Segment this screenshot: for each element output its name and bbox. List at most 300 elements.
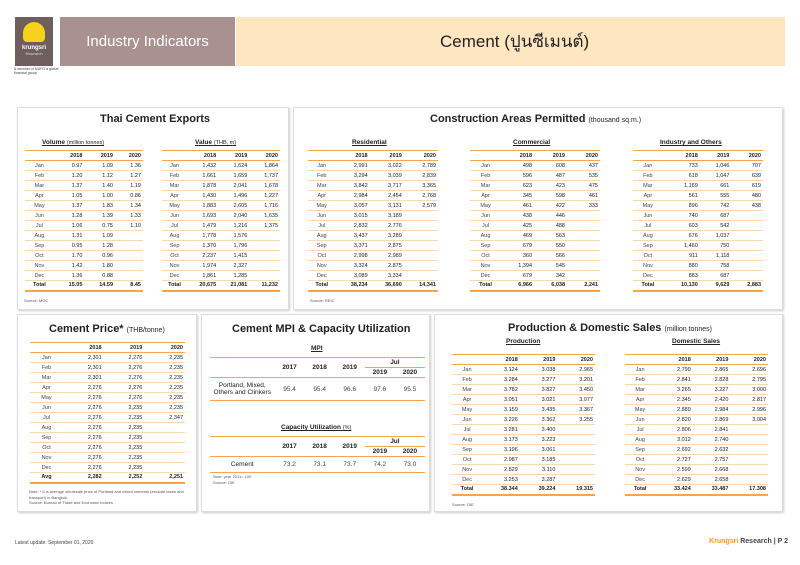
logo-name: krungsri (21, 45, 46, 51)
table-row (452, 465, 595, 475)
cell: 3.400 (520, 425, 558, 435)
krungsri-logo (15, 17, 53, 66)
month-label: Dec (633, 271, 663, 281)
month-label: Nov (625, 465, 655, 475)
cell: 3,324 (335, 261, 369, 271)
jul-year-header: 2019 (365, 368, 395, 378)
cell: 1,460 (663, 241, 700, 251)
cell: 1.20 (54, 171, 85, 181)
cell: 1,394 (501, 261, 534, 271)
cell: 542 (700, 221, 732, 231)
table-row (470, 161, 600, 171)
cell: 2.841 (655, 375, 693, 385)
total-row (452, 485, 595, 495)
table-row (633, 211, 763, 221)
cell: 3.077 (557, 395, 595, 405)
cell: 3,334 (370, 271, 404, 281)
last-updated: Latest update: September 01, 2020 (15, 540, 94, 546)
cell: 1,432 (187, 161, 218, 171)
table-row (25, 191, 143, 201)
table-row (633, 261, 763, 271)
column-header: 2018 (63, 343, 104, 353)
table-row (308, 231, 438, 241)
cell: 1,659 (218, 171, 249, 181)
total-cell: 38.344 (482, 485, 520, 495)
table-row (452, 445, 595, 455)
cell: 1.28 (84, 241, 115, 251)
cell: 1.40 (84, 181, 115, 191)
cell: 3.227 (693, 385, 731, 395)
table-row (452, 395, 595, 405)
cell: 758 (700, 261, 732, 271)
cell: 1.19 (115, 181, 143, 191)
table-row (162, 261, 280, 271)
cell: 73.0 (395, 457, 425, 473)
table-row (633, 231, 763, 241)
table-row (25, 161, 143, 171)
cell (567, 251, 600, 261)
cell: 619 (731, 181, 763, 191)
column-header: 2020 (730, 355, 768, 365)
cell (731, 271, 763, 281)
cell (404, 241, 438, 251)
total-cell: 39.224 (520, 485, 558, 495)
cell: 3.000 (730, 385, 768, 395)
value-label: Value (THB, m) (195, 139, 237, 146)
month-label: Jun (308, 211, 335, 221)
cell: 1,415 (218, 251, 249, 261)
month-label: Jun (470, 211, 501, 221)
total-cell: 11,232 (249, 281, 280, 291)
cell: 2,276 (63, 383, 104, 393)
cell: 3,289 (370, 231, 404, 241)
cell: 2,235 (104, 403, 145, 413)
total-cell: 2,251 (144, 473, 185, 483)
cell (730, 445, 768, 455)
month-label: Mar (625, 385, 655, 395)
cell (730, 425, 768, 435)
cell: 3,717 (370, 181, 404, 191)
cell: 2,235 (144, 363, 185, 373)
table-row (308, 261, 438, 271)
month-label: May (452, 405, 482, 415)
cell (115, 241, 143, 251)
cell: 1.09 (84, 231, 115, 241)
cell: 3.004 (730, 415, 768, 425)
month-label: Apr (162, 191, 187, 201)
cell: 2,276 (104, 353, 145, 363)
cell: 1,285 (218, 271, 249, 281)
month-label: Jun (633, 211, 663, 221)
table-row (162, 271, 280, 281)
month-label: Jul (452, 425, 482, 435)
table-row (625, 465, 768, 475)
cell: 2.817 (730, 395, 768, 405)
cell: 2.984 (693, 405, 731, 415)
table-row (625, 385, 768, 395)
cell (731, 251, 763, 261)
cell (731, 241, 763, 251)
month-label: Jun (25, 211, 54, 221)
cell (731, 231, 763, 241)
month-label: Jul (162, 221, 187, 231)
month-label: Sep (308, 241, 335, 251)
cell: 1.09 (84, 161, 115, 171)
cell: 1,635 (249, 211, 280, 221)
cell: 3.061 (520, 445, 558, 455)
total-cell: 2,241 (567, 281, 600, 291)
table-row (470, 171, 600, 181)
total-cell: 38,234 (335, 281, 369, 291)
cell: 3.201 (557, 375, 595, 385)
month-label: Jan (633, 161, 663, 171)
month-label: May (162, 201, 187, 211)
cell: 3,057 (335, 201, 369, 211)
column-header (470, 151, 501, 161)
table-row (30, 353, 185, 363)
year-header: 2019 (335, 358, 365, 378)
cell (144, 433, 185, 443)
cell: 1,693 (187, 211, 218, 221)
column-header: 2020 (557, 355, 595, 365)
month-label: Oct (162, 251, 187, 261)
table-row (162, 201, 280, 211)
cell: 74.2 (365, 457, 395, 473)
month-label: Jan (470, 161, 501, 171)
cell: 3,437 (335, 231, 369, 241)
cell: 3.159 (482, 405, 520, 415)
construction-title: Construction Areas Permitted (thousand sq.m.) (430, 113, 642, 125)
month-label: May (30, 393, 63, 403)
sales-label: Domestic Sales (672, 338, 721, 345)
cell: 1,737 (249, 171, 280, 181)
cell: 425 (501, 221, 534, 231)
cell: 2.740 (693, 435, 731, 445)
cell (567, 211, 600, 221)
cell (557, 435, 595, 445)
total-row (25, 281, 143, 291)
cell: 661 (700, 181, 732, 191)
cell: 2,040 (218, 211, 249, 221)
cell: 566 (534, 251, 567, 261)
column-header: 2019 (370, 151, 404, 161)
cell: 1,678 (249, 181, 280, 191)
total-cell: 36,690 (370, 281, 404, 291)
cell: 2,276 (104, 383, 145, 393)
table-row (633, 271, 763, 281)
cell: 1.83 (84, 201, 115, 211)
cell: 2.829 (482, 465, 520, 475)
month-label: Aug (162, 231, 187, 241)
column-header: 2019 (104, 343, 145, 353)
month-label: Nov (308, 261, 335, 271)
table-row (25, 211, 143, 221)
cell: 2.987 (482, 455, 520, 465)
logo-mark-icon (23, 22, 45, 42)
column-header: 2019 (218, 151, 249, 161)
month-label: Nov (470, 261, 501, 271)
header-row (30, 343, 185, 353)
cell: 2,235 (104, 433, 145, 443)
cell (144, 423, 185, 433)
month-label: Jul (470, 221, 501, 231)
cell: 2,276 (104, 363, 145, 373)
cell: 3,015 (335, 211, 369, 221)
header-row (625, 355, 768, 365)
month-label: Nov (633, 261, 663, 271)
cell: 676 (663, 231, 700, 241)
table-row (162, 191, 280, 201)
cell: 2,235 (104, 423, 145, 433)
column-header: 2018 (335, 151, 369, 161)
column-header: 2018 (482, 355, 520, 365)
column-header (625, 355, 655, 365)
cell: 733 (663, 161, 700, 171)
cell: 896 (663, 201, 700, 211)
month-label: Apr (30, 383, 63, 393)
cell: 3.362 (520, 415, 558, 425)
column-header: 2020 (404, 151, 438, 161)
table-row (633, 171, 763, 181)
cell: 1.12 (84, 171, 115, 181)
footer-brand: Krungsri Research | P 2 (709, 538, 788, 545)
cell: 2,839 (404, 171, 438, 181)
cell: 3,365 (404, 181, 438, 191)
cell (249, 231, 280, 241)
month-label: Feb (633, 171, 663, 181)
cell: 2,579 (404, 201, 438, 211)
month-label: Dec (162, 271, 187, 281)
cell: 3.021 (520, 395, 558, 405)
table-row (162, 241, 280, 251)
table-row (625, 455, 768, 465)
cell: 2,237 (187, 251, 218, 261)
cell: 2.692 (655, 445, 693, 455)
table-row (308, 161, 438, 171)
cell: 1,370 (187, 241, 218, 251)
cell: 2,347 (144, 413, 185, 423)
month-label: Feb (625, 375, 655, 385)
month-label: Oct (25, 251, 54, 261)
month-label: Aug (30, 423, 63, 433)
total-cell: 2,883 (731, 281, 763, 291)
commercial-table (470, 150, 600, 292)
column-header: 2018 (54, 151, 85, 161)
cell: 0.88 (84, 271, 115, 281)
cell: 3.284 (482, 375, 520, 385)
cell: 345 (501, 191, 534, 201)
cell: 2.799 (655, 365, 693, 375)
month-label: Jan (308, 161, 335, 171)
table-row (470, 181, 600, 191)
table-row (308, 181, 438, 191)
cell: 2,875 (370, 261, 404, 271)
cell: 2,235 (144, 353, 185, 363)
column-header (633, 151, 663, 161)
total-cell: Avg (30, 473, 63, 483)
total-cell: 6,966 (501, 281, 534, 291)
cell: 3.185 (520, 455, 558, 465)
table-row (162, 231, 280, 241)
total-cell: 21,081 (218, 281, 249, 291)
cell: 461 (501, 201, 534, 211)
cell: 911 (663, 251, 700, 261)
month-label: May (308, 201, 335, 211)
cell: 3.110 (520, 465, 558, 475)
cell: 1,864 (249, 161, 280, 171)
cell: 2.889 (655, 405, 693, 415)
cell: 2,327 (218, 261, 249, 271)
month-label: Apr (633, 191, 663, 201)
column-header (162, 151, 187, 161)
cell: 608 (534, 161, 567, 171)
price-note: Note: * It is average wholesale price of Portland and mixed cements (exclude taxes and transport) in Bangkok. Source: Bureau of Trade and Economic Indices (29, 489, 184, 505)
month-label: Apr (25, 191, 54, 201)
cell: 3,131 (370, 201, 404, 211)
month-label: Mar (470, 181, 501, 191)
cell: 469 (501, 231, 534, 241)
table-row (210, 378, 425, 401)
cell: 679 (501, 271, 534, 281)
total-cell: 14.59 (84, 281, 115, 291)
cell: 2,235 (144, 383, 185, 393)
cell: 423 (534, 181, 567, 191)
cell: 2,276 (63, 413, 104, 423)
cell: 1,883 (187, 201, 218, 211)
table-row (308, 211, 438, 221)
cell: 623 (501, 181, 534, 191)
cell (404, 221, 438, 231)
month-label: Jan (162, 161, 187, 171)
month-label: Oct (308, 251, 335, 261)
cell: 740 (663, 211, 700, 221)
cell: 2,276 (63, 403, 104, 413)
total-cell: Total (308, 281, 335, 291)
page-title: Cement (ปูนซีเมนต์) (236, 17, 785, 66)
month-label: Feb (452, 375, 482, 385)
total-cell: 33.487 (693, 485, 731, 495)
cell: 2,789 (404, 161, 438, 171)
capacity-label: Capacity Utilization (%) (281, 424, 352, 431)
cell: 1.70 (54, 251, 85, 261)
table-row (452, 365, 595, 375)
cell: 2,235 (104, 443, 145, 453)
cell: 596 (501, 171, 534, 181)
column-header: 2019 (700, 151, 732, 161)
table-row (470, 231, 600, 241)
cell: 1.31 (54, 231, 85, 241)
table-row (162, 161, 280, 171)
month-label: Feb (25, 171, 54, 181)
cell: 687 (700, 271, 732, 281)
cell: 1.39 (84, 211, 115, 221)
total-cell: Total (25, 281, 54, 291)
cell: 2.632 (693, 445, 731, 455)
cell (567, 231, 600, 241)
table-row (625, 435, 768, 445)
volume-label: Volume (million tonnes) (42, 139, 105, 146)
table-row (308, 251, 438, 261)
table-row (625, 405, 768, 415)
cell: 2,989 (370, 251, 404, 261)
cell: 3.038 (520, 365, 558, 375)
cell: 0.75 (84, 221, 115, 231)
cell: 1.34 (115, 201, 143, 211)
section-banner: Industry Indicators (60, 17, 235, 66)
month-label: Jul (30, 413, 63, 423)
table-row (633, 181, 763, 191)
cell (557, 425, 595, 435)
cell: 3.051 (482, 395, 520, 405)
cell: 3.255 (557, 415, 595, 425)
table-row (30, 403, 185, 413)
value-table (162, 150, 280, 292)
cell: 2.658 (693, 475, 731, 485)
table-row (625, 365, 768, 375)
cell: 96.6 (335, 378, 365, 401)
column-header: 2020 (115, 151, 143, 161)
table-row (470, 261, 600, 271)
cell: 1,576 (218, 231, 249, 241)
month-label: Mar (452, 385, 482, 395)
cell: 3.782 (482, 385, 520, 395)
month-label: May (470, 201, 501, 211)
table-row (162, 211, 280, 221)
cell: 3.196 (482, 445, 520, 455)
table-row (452, 425, 595, 435)
month-label: Jan (452, 365, 482, 375)
cell: 883 (663, 271, 700, 281)
cell: 342 (534, 271, 567, 281)
month-label: Aug (308, 231, 335, 241)
table-row (470, 271, 600, 281)
cell (404, 231, 438, 241)
month-label: Jun (452, 415, 482, 425)
month-label: Jan (625, 365, 655, 375)
cell: 2.841 (693, 425, 731, 435)
cell: 2.806 (655, 425, 693, 435)
cell: 2.668 (693, 465, 731, 475)
industry-table (633, 150, 763, 292)
production-table (452, 354, 595, 496)
month-label: May (625, 405, 655, 415)
table-row (470, 211, 600, 221)
cell: 3,842 (335, 181, 369, 191)
cell: 3.281 (482, 425, 520, 435)
table-row (30, 393, 185, 403)
table-row (210, 457, 425, 473)
table-row (25, 221, 143, 231)
month-label: Aug (25, 231, 54, 241)
column-header: 2018 (187, 151, 218, 161)
month-label: Jan (30, 353, 63, 363)
cell (567, 261, 600, 271)
cell: 2,235 (144, 373, 185, 383)
jul-year-header: 2019 (365, 447, 395, 457)
total-cell: Total (452, 485, 482, 495)
cell: 0.86 (115, 191, 143, 201)
table-row (625, 375, 768, 385)
month-label: Oct (30, 443, 63, 453)
cell: 1,974 (187, 261, 218, 271)
total-row (308, 281, 438, 291)
total-cell: 17.308 (730, 485, 768, 495)
table-row (625, 445, 768, 455)
cell (115, 271, 143, 281)
cell: 3,089 (335, 271, 369, 281)
total-row (470, 281, 600, 291)
cell (567, 241, 600, 251)
